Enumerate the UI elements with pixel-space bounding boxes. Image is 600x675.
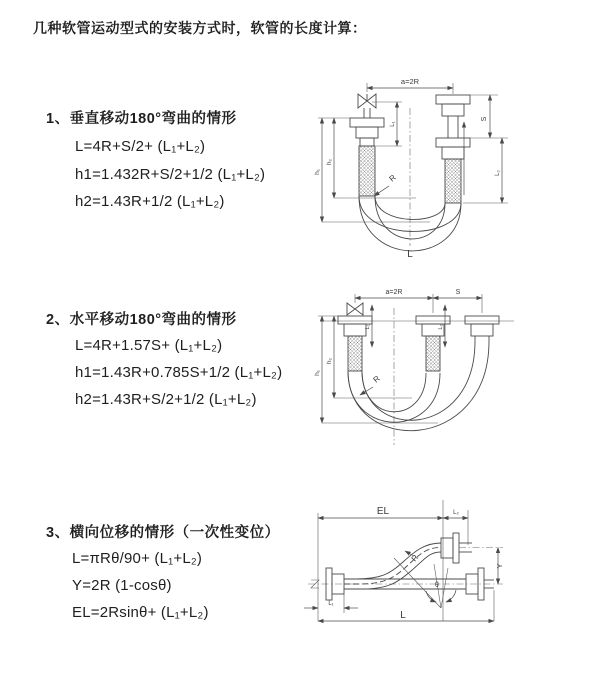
dim-el xyxy=(318,500,443,621)
dim-l2 xyxy=(443,510,468,545)
length-label: L xyxy=(400,610,406,621)
radius-label: R xyxy=(387,172,398,184)
section2-formula-l: L=4R+1.57S+ (L₁+L₂) xyxy=(75,337,223,354)
dim-label-s: S xyxy=(481,116,488,122)
hose-braid-left xyxy=(359,146,375,196)
horizontal-bend-diagram xyxy=(312,283,592,468)
moving-end-flange-shifted xyxy=(465,316,499,341)
dim-label-el: EL xyxy=(376,506,390,517)
fixed-end-flange xyxy=(350,108,384,146)
dim-l xyxy=(318,590,494,621)
dim-label-h2: h₂ xyxy=(326,158,333,166)
dim-a2r xyxy=(355,289,482,313)
hose-curves xyxy=(348,341,489,431)
vertical-bend-diagram xyxy=(312,70,592,260)
hose-braid-right xyxy=(445,159,461,203)
dim-label-l1: L₁ xyxy=(365,324,371,330)
page-title: 几种软管运动型式的安装方式时，软管的长度计算： xyxy=(33,20,367,36)
radius-callout xyxy=(405,551,420,563)
section2-formula-h1: h1=1.43R+0.785S+1/2 (L₁+L₂) xyxy=(75,364,283,381)
dim-label-l1: L₁ xyxy=(328,601,334,607)
dim-s xyxy=(433,289,482,298)
section2-formula-h2: h2=1.43R+S/2+1/2 (L₁+L₂) xyxy=(75,391,257,408)
section1-formula-h1: h1=1.432R+S/2+1/2 (L₁+L₂) xyxy=(75,166,266,183)
hose-s-curve xyxy=(344,543,441,589)
dim-s xyxy=(470,95,508,138)
dim-label-h2: h₂ xyxy=(326,357,333,365)
lateral-displacement-diagram xyxy=(298,488,600,648)
moving-end-flange xyxy=(436,95,470,159)
valve-icon xyxy=(347,303,363,315)
radius-label: R xyxy=(371,373,382,385)
angle-construction xyxy=(394,558,456,608)
hose-braid-left xyxy=(348,336,362,371)
dim-l1 xyxy=(304,594,358,613)
dim-label-a2r: a=2R xyxy=(400,77,420,86)
section3-formula-l: L=πRθ/90+ (L₁+L₂) xyxy=(72,550,203,567)
dim-label-l2: L₂ xyxy=(453,510,459,516)
hose-braid-middle xyxy=(426,336,440,371)
dim-label-a2r: a=2R xyxy=(385,289,403,296)
angle-label: θ xyxy=(435,582,439,589)
radius-callout xyxy=(374,173,398,196)
dim-l2 xyxy=(463,138,508,203)
dim-l1 xyxy=(372,102,402,146)
dim-label-y: Y xyxy=(495,563,504,569)
dim-label-h1: h₁ xyxy=(314,370,321,376)
dim-y xyxy=(495,548,504,585)
dim-a2r xyxy=(367,77,453,94)
dim-label-h1: h₁ xyxy=(314,169,321,175)
section3-heading: 3、横向位移的情形（一次性变位） xyxy=(46,525,280,541)
section1-formula-h2: h2=1.43R+1/2 (L₁+L₂) xyxy=(75,193,225,210)
length-label: L xyxy=(407,249,413,260)
section3-formula-el: EL=2Rsinθ+ (L₁+L₂) xyxy=(72,604,209,621)
dim-label-s: S xyxy=(455,289,461,296)
dim-l1 xyxy=(365,305,372,347)
section1-formula-l: L=4R+S/2+ (L₁+L₂) xyxy=(75,138,206,155)
section1-heading: 1、垂直移动180°弯曲的情形 xyxy=(46,111,237,127)
dim-label-l2: L₂ xyxy=(495,170,501,176)
dim-label-l1: L₁ xyxy=(390,121,396,127)
dim-label-l2: L₂ xyxy=(438,324,444,330)
section2-heading: 2、水平移动180°弯曲的情形 xyxy=(46,312,237,328)
section3-formula-y: Y=2R (1-cosθ) xyxy=(72,577,172,594)
radius-label: R xyxy=(409,553,421,564)
right-flange-displaced xyxy=(441,533,472,563)
valve-icon xyxy=(358,94,376,108)
